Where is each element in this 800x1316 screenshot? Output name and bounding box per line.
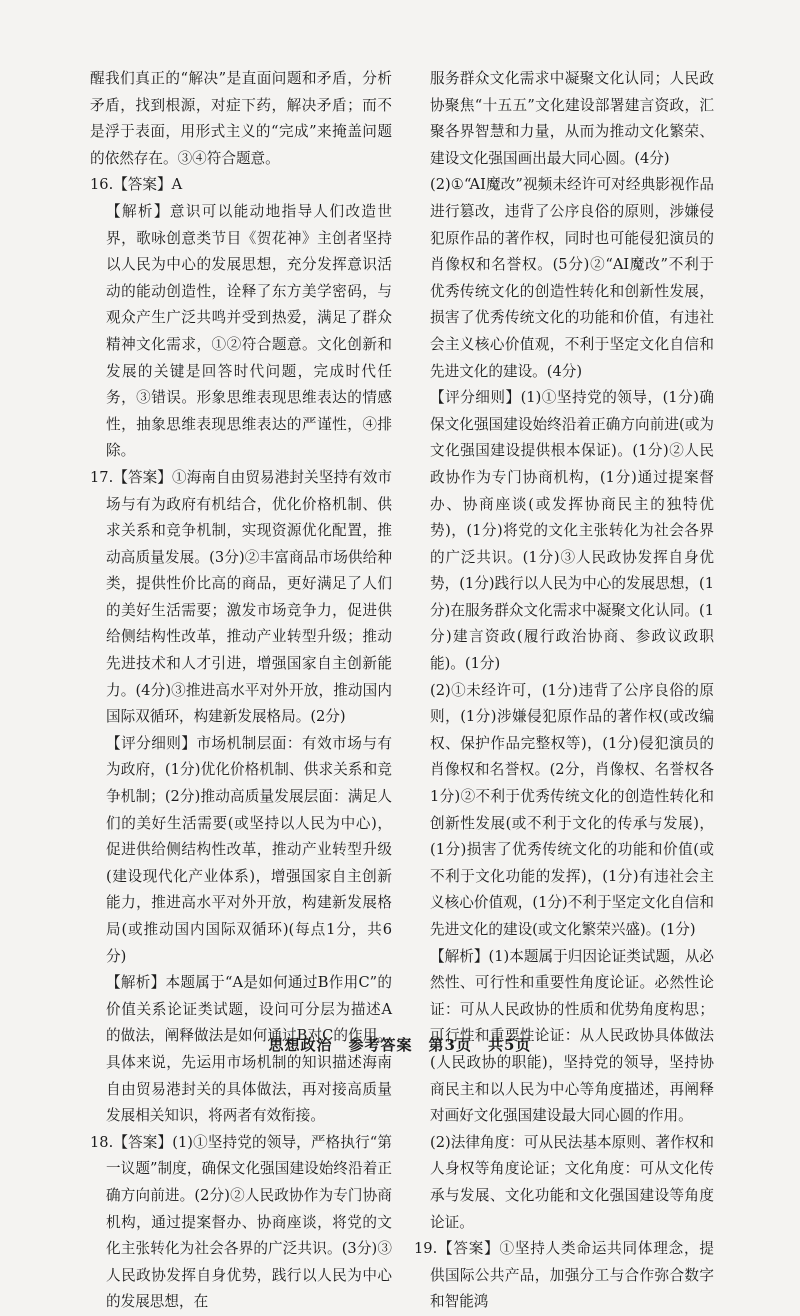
answer-19: 19.【答案】①坚持人类命运共同体理念，提供国际公共产品，加强分工与合作弥合数字和智能鸿 (414, 1240, 714, 1311)
answer-18-continued: 服务群众文化需求中凝聚文化认同；人民政协聚焦“十五五”文化建设部署建言资政，汇聚各界智慧和力量，从而为推动文化繁荣、建设文化强国画出最大同心圆。(4分) (430, 70, 714, 167)
scoring-rules-18: 【评分细则】(1)①坚持党的领导，(1分)确保文化强国建设始终沿着正确方向前进(或为文化强国建设提供根本保证)。(1分)②人民政协作为专门协商机构，(1分)通过提案督办、协商座谈(或发挥协商民主的独特优势)，(1分)将党的文化主张转化为社会各界的广泛共识。(1分)③人民政协发挥自身优势，(1分)践行以人民为中心的发展思想，(1分)在服务群众文化需求中凝聚文化认同。(1分)建言资政(履行政治协商、参政议政职能)。(1分) (430, 389, 714, 673)
scoring-rules-17: 【评分细则】市场机制层面：有效市场与有为政府，(1分)优化价格机制、供求关系和竞争机制；(2分)推动高质量发展层面：满足人们的美好生活需要(或坚持以人民为中心)，促进供给侧结构性改革，推动产业转型升级(建设现代化产业体系)，增强国家自主创新能力，推进高水平对外开放，构建新发展格局(或推动国内国际双循环)(每点1分，共6分) (106, 734, 392, 965)
answer-18: 18.【答案】(1)①坚持党的领导，严格执行“第一议题”制度，确保文化强国建设始终沿着正确方向前进。(2分)②人民政协作为专门协商机构，通过提案督办、协商座谈，将党的文化主张转化为社会各界的广泛共识。(3分)③人民政协发挥自身优势，践行以人民为中心的发展思想，在 (90, 1133, 392, 1311)
analysis-18: 【解析】(1)本题属于归因论证类试题，从必然性、可行性和重要性角度论证。必然性论证：可从人民政协的性质和优势角度构思；可行性和重要性论证：从人民政协具体做法(人民政协的职能)，坚持党的领导，坚持协商民主和以人民为中心等角度描述，再阐释对画好文化强国建设最大同心圆的作用。 (430, 947, 714, 1125)
analysis-18-part2: (2)法律角度：可从民法基本原则、著作权和人身权等角度论证；文化角度：可从文化传承与发展、文化功能和文化强国建设等角度论证。 (430, 1133, 714, 1231)
answer-18-part2: (2)①“AI魔改”视频未经许可对经典影视作品进行篡改，违背了公序良俗的原则，涉嫌侵犯原作品的著作权，同时也可能侵犯演员的肖像权和名誉权。(5分)②“AI魔改”不利于优秀传统文化的创造性转化和创新性发展，损害了优秀传统文化的功能和价值，有违社会主义核心价值观，不利于坚定文化自信和先进文化的建设。(4分) (430, 176, 714, 380)
answer-17: 17.【答案】①海南自由贸易港封关坚持有效市场与有为政府有机结合，优化价格机制、供求关系和竞争机制，实现资源优化配置，推动高质量发展。(3分)②丰富商品市场供给种类，提供性价比高的商品，更好满足了人们的美好生活需要；激发市场竞争力，促进供给侧结构性改革，推动产业转型升级；推动先进技术和人才引进，增强国家自主创新能力。(4分)③推进高水平对外开放，推动国内国际双循环，构建新发展格局。(2分) (90, 468, 392, 726)
paragraph: 醒我们真正的“解决”是直面问题和矛盾，分析矛盾，找到根源，对症下药，解决矛盾；而不是浮于表面，用形式主义的“完成”来掩盖问题的依然存在。③④符合题意。 (90, 70, 392, 167)
scoring-rules-18-part2: (2)①未经许可，(1分)违背了公序良俗的原则，(1分)涉嫌侵犯原作品的著作权(或改编权、保护作品完整权等)，(1分)侵犯演员的肖像权和名誉权。(2分，肖像权、名誉权各1分)②不利于优秀传统文化的创造性转化和创新性发展(或不利于文化的传承与发展)，(1分)损害了优秀传统文化的功能和价值(或不利于文化功能的发挥)，(1分)有违社会主义核心价值观，(1分)不利于坚定文化自信和先进文化的建设(或文化繁荣兴盛)。(1分) (430, 681, 714, 938)
analysis-16: 【解析】意识可以能动地指导人们改造世界，歌咏创意类节目《贺花神》主创者坚持以人民为中心的发展思想，充分发挥意识活动的能动创造性，诠释了东方美学密码，与观众产生广泛共鸣并受到热爱，满足了群众精神文化需求，①②符合题意。文化创新和发展的关键是回答时代问题，完成时代任务，③错误。形象思维表现思维表达的情感性，抽象思维表现思维表达的严谨性，④排除。 (106, 202, 392, 460)
analysis-17: 【解析】本题属于“A是如何通过B作用C”的价值关系论证类试题，设问可分层为描述A的做法，阐释做法是如何通过B对C的作用。具体来说，先运用市场机制的知识描述海南自由贸易港封关的具体做法，再对接高质量发展相关知识，将两者有效衔接。 (106, 974, 392, 1125)
left-column (90, 66, 392, 1316)
page-footer: 思想政治 参考答案 第3页 共5页 (268, 1036, 532, 1054)
answer-16-header: 16.【答案】A (90, 176, 183, 194)
right-column (414, 66, 714, 1316)
